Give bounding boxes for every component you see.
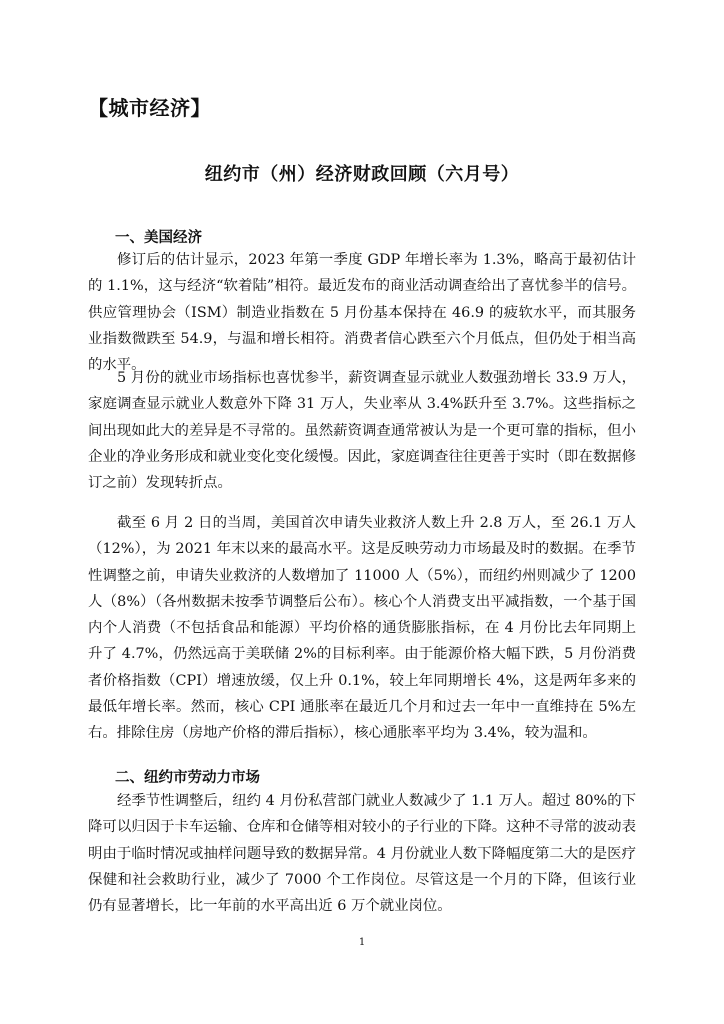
paragraph: 截至 6 月 2 日的当周，美国首次申请失业救济人数上升 2.8 万人，至 26.1 万人（12%），为 2021 年末以来的最高水平。这是反映劳动力市场最及时的数据。在季节性调整之前，申请失业救济的人数增加了 11000 人（5%），而纽约州则减少了 1200 人（8%）（各州数据未按季节调整后公布）。核心个人消费支出平减指数，一个基于国内个人消费（不包括食品和能源）平均价格的通货膨胀指标，在 4 月份比去年同期上升了 4.7%，仍然远高于美联储 2%的目标利率。由于能源价格大幅下跌，5 月份消费者价格指数（CPI）增速放缓，仅上升 0.1%，较上年同期增长 4%，这是两年多来的最低年增长率。然而，核心 CPI 通胀率在最近几个月和过去一年中一直维持在 5%左右。排除住房（房地产价格的滞后指标），核心通胀率平均为 3.4%，较为温和。 — [88, 515, 636, 742]
paragraph: 5 月份的就业市场指标也喜忧参半，薪资调查显示就业人数强劲增长 33.9 万人，家庭调查显示就业人数意外下降 31 万人，失业率从 3.4%跃升至 3.7%。这些指标之间出现如此大的差异是不寻常的。虽然薪资调查通常被认为是一个更可靠的指标，但小企业的净业务形成和就业变化变化缓慢。因此，家庭调查往往更善于实时（即在数据修订之前）发现转折点。 — [88, 370, 636, 492]
paragraph: 修订后的估计显示，2023 年第一季度 GDP 年增长率为 1.3%，略高于最初估计的 1.1%，这与经济“软着陆”相符。最近发布的商业活动调查给出了喜忧参半的信号。供应管理协会（ISM）制造业指数在 5 月份基本保持在 46.9 的疲软水平，而其服务业指数微跌至 54.9，与温和增长相符。消费者信心跌至六个月低点，但仍处于相当高的水平。 — [88, 252, 636, 374]
page-title: 纽约市（州）经济财政回顾（六月号） — [204, 164, 520, 185]
paragraph: 经季节性调整后，纽约 4 月份私营部门就业人数减少了 1.1 万人。超过 80%的下降可以归因于卡车运输、仓库和仓储等相对较小的子行业的下降。这种不寻常的波动表明由于临时情况或抽样问题导致的数据异常。4 月份就业人数下降幅度第二大的是医疗保健和社会救助行业，减少了 7000 个工作岗位。尽管这是一个月的下降，但该行业仍有显著增长，比一年前的水平高出近 6 万个就业岗位。 — [88, 793, 636, 915]
page-number: 1 — [358, 937, 366, 948]
section-heading-nyc-labor-market: 二、纽约市劳动力市场 — [115, 770, 260, 786]
section-tag: 【城市经济】 — [88, 96, 211, 120]
section-heading-us-economy: 一、美国经济 — [115, 230, 202, 246]
